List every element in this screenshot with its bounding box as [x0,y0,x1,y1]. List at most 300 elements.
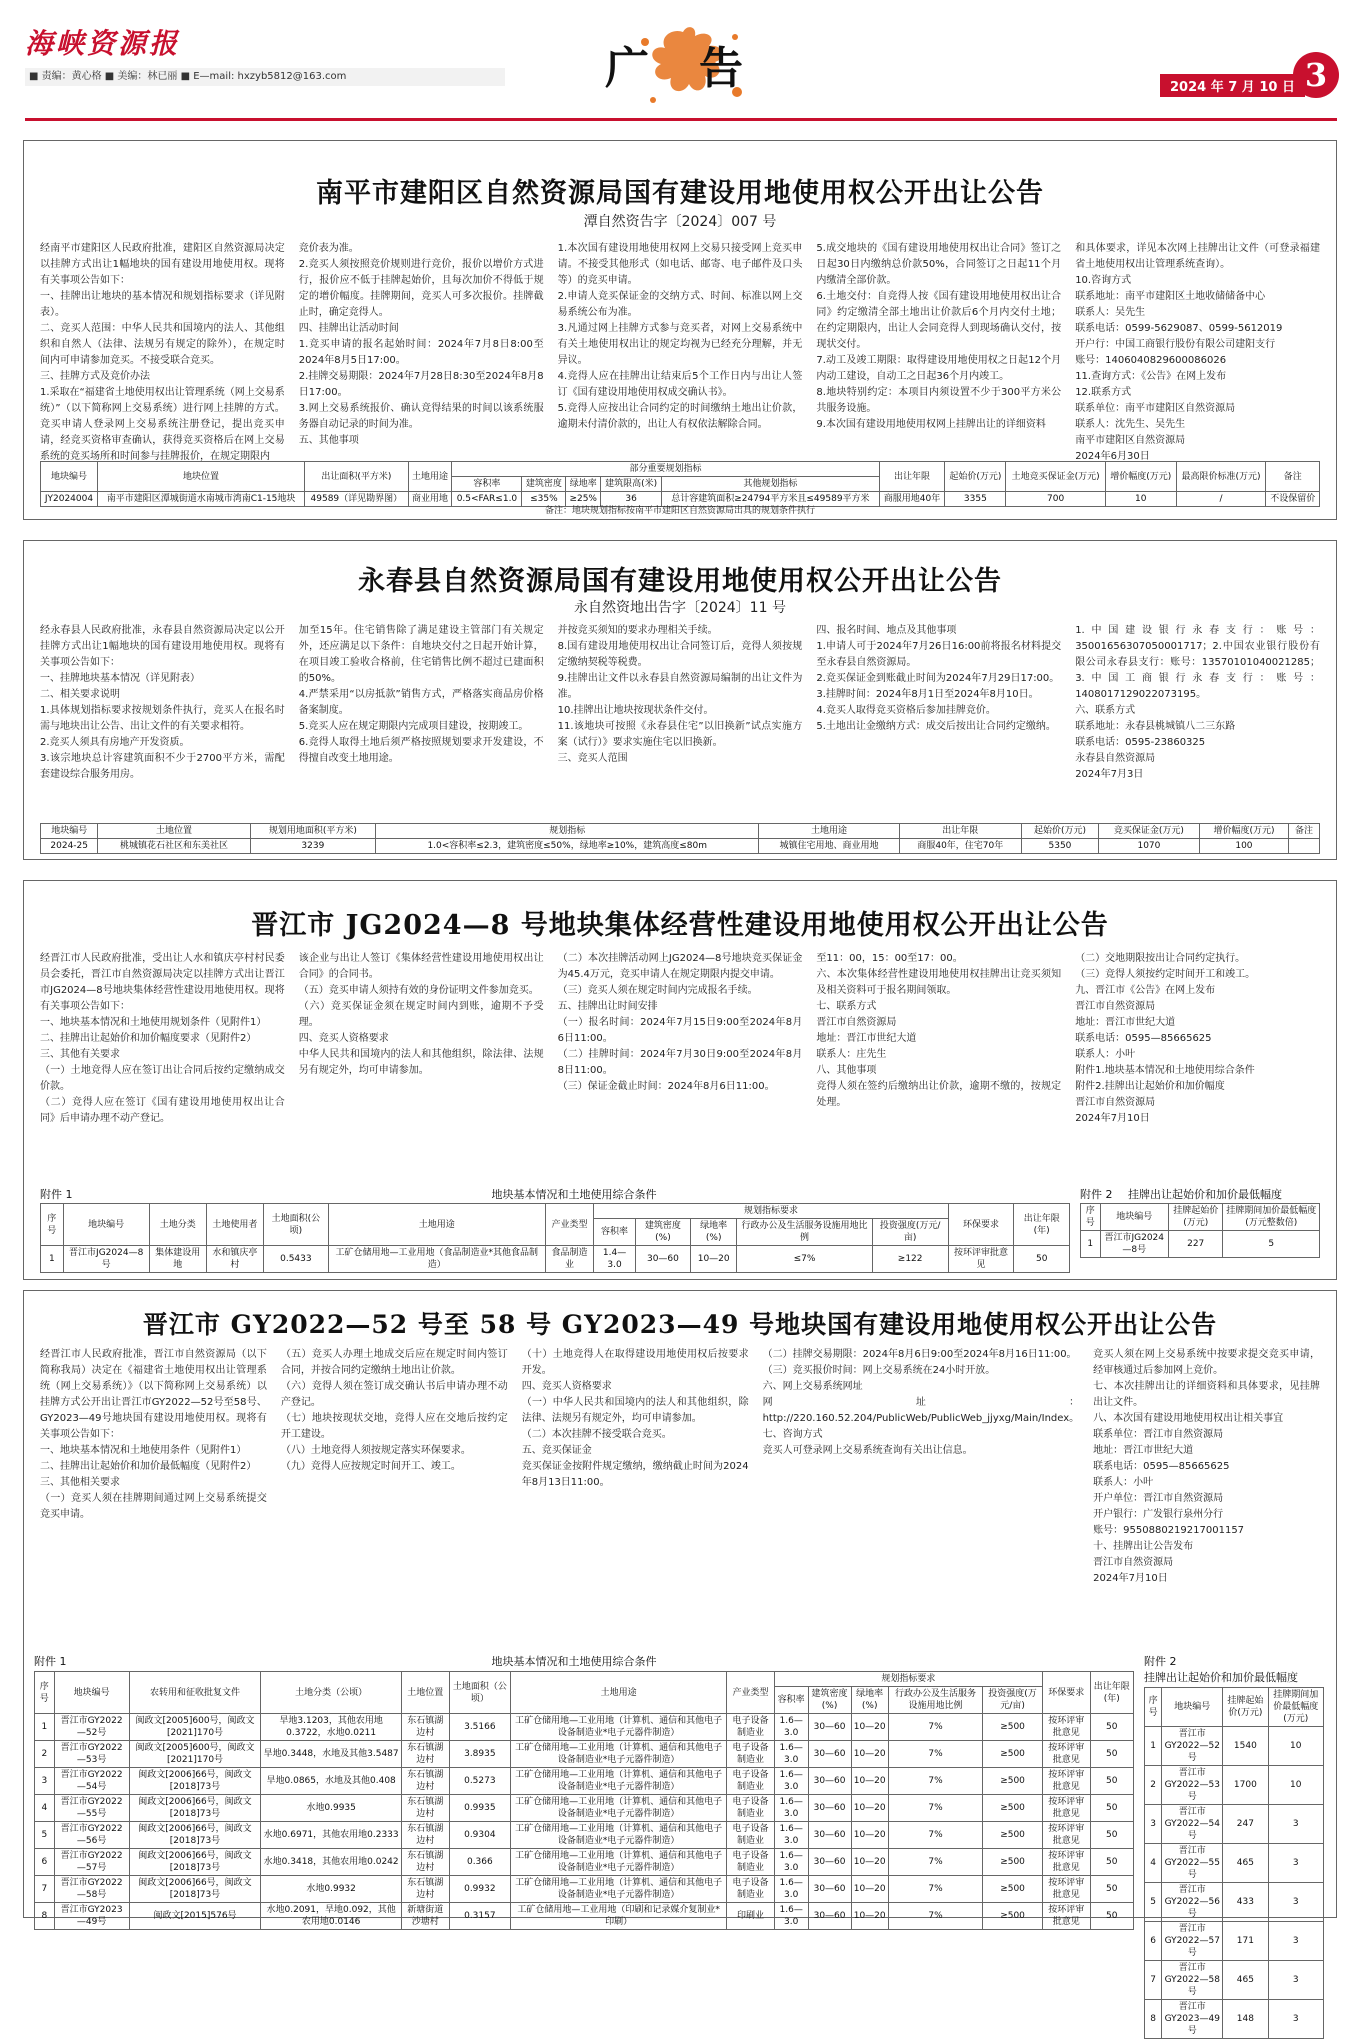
table-cell: 城镇住宅用地、商业用地 [759,839,899,854]
table-cell: ≥25% [566,492,601,507]
table-cell: 按环评审批意见 [1042,1876,1090,1903]
table-cell: 148 [1223,2000,1268,2039]
table-cell: 按环评审批意见 [1042,1795,1090,1822]
paragraph: 1.采取在“福建省土地使用权出让管理系统（网上交易系统）”（以下简称网上交易系统）进行网上挂牌的方式。竞买申请人登录网上交易系统注册登记，提出竞买申请，经竞买资格审查确认，获得竞买资格后在网上交易系统的竞买场所和时间参与挂牌报价，在规定期限内 [40,387,285,462]
newspaper-logo: 海峡资源报 [25,27,181,60]
table-cell: 工矿仓储用地—工业用地（计算机、通信和其他电子设备制造业*电子元器件制造） [511,1822,727,1849]
table-cell: 50 [1090,1714,1133,1741]
table-cell: 1700 [1223,1766,1268,1805]
table-header-cell: 投资强度(万元/亩) [872,1219,948,1246]
table-cell: 50 [1090,1903,1133,1930]
paragraph: 并按竞买须知的要求办理相关手续。 [557,625,718,636]
table-cell: 工矿仓储用地—工业用地（印刷和记录媒介复制业*印刷） [511,1903,727,1930]
table-cell: 晋江市GY2022—55号 [1162,1844,1223,1883]
paragraph: 三、其他有关要求 [40,1049,120,1060]
attachment-label: 附件 2 [1080,1188,1113,1201]
price-table [1080,1203,1320,1258]
text-column [816,951,1061,1179]
table-cell: 36 [601,492,662,507]
table-header-cell: 行政办公及生活服务设施用地比例 [888,1687,982,1714]
paragraph: 联系电话：0595—85665625 [1093,1461,1230,1472]
announcement-nanping [23,140,1337,520]
paragraph: 2.挂牌交易期限：2024年7月28日8:30至2024年8月8日17:00。 [298,371,544,398]
text-column [299,951,544,1179]
table-cell: 2 [1145,1766,1162,1805]
paragraph: （六）竞买保证金须在规定时间内到账，逾期不予受理。 [298,1001,544,1028]
paragraph: 二、竞买人范围：中华人民共和国境内的法人、其他组织和自然人（法律、法规另有规定的除外），在规定时间内可申请参加竞买。不接受联合竞买。 [40,323,285,366]
paragraph: 1.本次国有建设用地使用权网上交易只接受网上竞买申请。不接受其他形式（如电话、邮寄、电子邮件及口头等）的竞买申请。 [557,243,803,286]
table-header-cell: 产业类型 [727,1672,775,1714]
table-cell: 4 [35,1795,55,1822]
table-cell: 1.6—3.0 [774,1714,808,1741]
table-cell: 晋江市GY2023—49号 [54,1903,129,1930]
table-cell: 按环评审批意见 [948,1246,1014,1273]
table-header-cell: 出让年限 [899,824,1021,839]
paragraph: 1.具体规划指标要求按规划条件执行，竞买人在报名时需与地块出让公告、出让文件的有关要求相符。 [40,705,285,732]
table-cell: 100 [1199,839,1288,854]
table-header-cell: 土地分类（公顷） [261,1672,402,1714]
paragraph: 附件1.地块基本情况和土地使用综合条件 [1075,1065,1255,1076]
table-cell: 30—60 [808,1876,851,1903]
table-header-cell: 地块编号 [41,462,98,492]
table-row [1145,1922,1324,1961]
attachment-label: 附件 1 [40,1188,73,1201]
table-cell: 50 [1090,1822,1133,1849]
paragraph: 联系人：小叶 [1075,1049,1136,1060]
table-cell: 商服40年，住宅70年 [899,839,1021,854]
paragraph: 账号：1406040829600086026 [1075,355,1227,366]
table-cell: 工矿仓储用地—工业用地（计算机、通信和其他电子设备制造业*电子元器件制造） [511,1795,727,1822]
text-column [816,623,1061,819]
table-cell: 晋江市GY2022—53号 [1162,1766,1223,1805]
table-header-cell: 挂牌期间加价最低幅度(万元) [1268,1688,1323,1727]
table-cell: 433 [1223,1883,1268,1922]
text-column [299,623,544,819]
paragraph: 3.该宗地块总计容建筑面积不少于2700平方米，需配套建设综合服务用房。 [40,753,285,780]
table-cell: 水和镇庆亭村 [206,1246,263,1273]
table-header-cell: 投资强度(万元/亩) [983,1687,1043,1714]
paragraph: 七、本次挂牌出让的详细资料和具体要求，见挂牌出让文件。 [1093,1381,1321,1408]
table-cell: 6 [35,1849,55,1876]
table-cell: ≤35% [522,492,566,507]
paragraph: 开户单位：晋江市自然资源局 [1093,1493,1224,1504]
table-cell: 1.4—3.0 [594,1246,636,1273]
table-cell: 工矿仓储用地—工业用地（计算机、通信和其他电子设备制造业*电子元器件制造） [511,1849,727,1876]
table-cell: 3355 [945,492,1006,507]
table-cell: 印刷业 [727,1903,775,1930]
table-header-cell: 地块编号 [41,824,98,839]
table-header-cell: 土地面积（公顷） [449,1672,511,1714]
paragraph: 6.竞得人取得土地后须严格按照规划要求开发建设，不得擅自改变土地用途。 [298,737,544,764]
table-header-cell: 竞买保证金(万元) [1098,824,1199,839]
attachment-title: 地块基本情况和土地使用综合条件 [491,1655,657,1668]
table-cell: 食品制造业 [545,1246,594,1273]
table-cell: 晋江市JG2024—8号 [63,1246,149,1273]
paragraph: （八）土地竞得人须按规定落实环保要求。 [280,1445,471,1456]
paragraph: 1.竞买申请的报名起始时间：2024年7月8日8:00至2024年8月5日17:00。 [298,339,544,366]
table-cell: 7 [35,1876,55,1903]
table-cell: 8 [35,1903,55,1930]
paragraph: 10.挂牌出让地块按现状条件交付。 [557,705,714,716]
table-cell: ≥500 [983,1741,1043,1768]
table-cell: 闽政文[2006]66号，闽政文[2018]73号 [129,1822,261,1849]
table-cell: 东石镇湖边村 [401,1795,449,1822]
paragraph: （一）中华人民共和国境内的法人和其他组织，除法律、法规另有规定外，均可申请参加。 [521,1397,749,1424]
table-cell: 7% [888,1741,982,1768]
table-cell: 7% [888,1768,982,1795]
paragraph: 永春县自然资源局 [1075,753,1156,764]
document-number: 永自然资地出告字〔2024〕11 号 [574,600,786,616]
table-cell: 7% [888,1822,982,1849]
table-cell: 30—60 [808,1768,851,1795]
text-column [1075,951,1320,1179]
paragraph: 三、竞买人范围 [557,753,628,764]
table-header-cell: 土地位置 [401,1672,449,1714]
paragraph: 开户行：中国工商银行股份有限公司建阳支行 [1075,339,1276,350]
paragraph: 地址：晋江市世纪大道 [1075,1017,1176,1028]
table-cell: 晋江市GY2022—55号 [54,1795,129,1822]
paragraph: 五、挂牌出让时间安排 [557,1001,658,1012]
table-header-cell: 建筑密度(%) [635,1219,690,1246]
announcement-title: 晋江市 JG2024—8 号地块集体经营性建设用地使用权公开出让公告 [251,910,1109,941]
paragraph: 十、挂牌出让公告发布 [1093,1541,1194,1552]
table-row [1145,1766,1324,1805]
table-cell: 桃城镇花石社区和东美社区 [98,839,250,854]
paragraph: （一）报名时间：2024年7月15日9:00至2024年8月6日11:00。 [557,1017,803,1044]
paragraph: 联系人：沈先生、吴先生 [1075,419,1186,430]
paragraph: 加至15年。住宅销售除了满足建设主管部门有关规定外，还应满足以下条件：自地块交付之日起开始计算，在项目竣工验收合格前，住宅销售比例不超过已建面积的50%。 [298,625,544,684]
table-cell: 新塘街道沙塘村 [401,1903,449,1930]
issue-date: 2024 年 7 月 10 日 [1160,74,1305,97]
table-cell: 5 [1145,1883,1162,1922]
paragraph: （五）竞买申请人须持有效的身份证明文件参加竞买。 [298,985,539,996]
paragraph: 5.成交地块的《国有建设用地使用权出让合同》签订之日起30日内缴纳总价款50%，合同签订之日起11个月内缴清全部价款。 [816,243,1062,286]
table-cell: 电子设备制造业 [727,1876,775,1903]
table-cell: 50 [1014,1246,1070,1273]
table-cell: 3.8935 [449,1741,511,1768]
table-cell: 旱地0.3448，水地及其他3.5487 [261,1741,402,1768]
table-cell: ≥500 [983,1876,1043,1903]
table-cell: 东石镇湖边村 [401,1849,449,1876]
table-cell: 3 [1268,1922,1323,1961]
table-cell: 晋江市GY2023—49号 [1162,2000,1223,2039]
table-header-cell: 土地用途 [511,1672,727,1714]
table-cell: 晋江市GY2022—56号 [54,1822,129,1849]
table-cell: 247 [1223,1805,1268,1844]
table-cell: 工矿仓储用地—工业用地（计算机、通信和其他电子设备制造业*电子元器件制造） [511,1741,727,1768]
table-row [1145,1727,1324,1766]
paragraph: 11.该地块可按照《永春县住宅”以旧换新”试点实施方案（试行）》要求实施住宅以旧换新。 [557,721,803,748]
table-row [35,1768,1134,1795]
table-header-cell: 地块编号 [1162,1688,1223,1727]
attachment-title: 挂牌出让起始价和加价最低幅度 [1128,1188,1282,1201]
table-cell: 商业用地 [408,492,452,507]
table-header-cell: 地块编号 [63,1204,149,1246]
table-cell: / [1176,492,1266,507]
text-column [1093,1347,1320,1647]
table-cell: 按环评审批意见 [1042,1741,1090,1768]
text-column [763,1347,1080,1647]
table-header-cell: 容积率 [452,477,522,492]
body-columns [40,241,1320,462]
text-column [40,623,285,819]
table-cell: 按环评审批意见 [1042,1714,1090,1741]
table-header-cell: 土地面积(公顷) [263,1204,328,1246]
table-cell: 晋江市GY2022—57号 [54,1849,129,1876]
body-columns [40,1347,1320,1647]
paragraph: 2.竞买人须按照竞价规则进行竞价，报价以增价方式进行，报价应不低于挂牌起始价，且每次加价不得低于规定的增价幅度。挂牌期间，竞买人可多次报价。挂牌截止时，确定竞得人。 [298,259,544,318]
land-parcel-table [34,1671,1134,1930]
table-cell: ≥500 [983,1714,1043,1741]
paragraph: 6.土地交付：自竞得人按《国有建设用地使用权出让合同》约定缴清全部土地出让价款后6个月内交付土地；在约定期限内，出让人会同竞得人到现场确认交付，按现状交付。 [816,291,1062,350]
table-cell: 1 [35,1714,55,1741]
table-row [41,839,1320,854]
table-cell: 旱地0.0865，水地及其他0.408 [261,1768,402,1795]
table-cell: 5350 [1022,839,1099,854]
table-header-cell: 土地用途 [759,824,899,839]
table-cell: 电子设备制造业 [727,1714,775,1741]
table-header-cell: 容积率 [774,1687,808,1714]
paragraph: 8.国有建设用地使用权出让合同签订后，竞得人须按规定缴纳契税等税费。 [557,641,803,668]
paragraph: 账号：9550880219217001157 [1093,1525,1245,1536]
table-cell: 按环评审批意见 [1042,1903,1090,1930]
table-cell: 1 [1081,1231,1101,1258]
table-cell: 水地0.3418，其他农用地0.0242 [261,1849,402,1876]
paragraph: 八、其他事项 [816,1065,877,1076]
table-cell: 10 [1268,1766,1323,1805]
table-cell: 30—60 [808,1714,851,1741]
paragraph: 联系地址：永春县桃城镇八二三东路 [1075,721,1236,732]
paragraph: 中华人民共和国境内的法人和其他组织，除法律、法规另有规定外，均可申请参加。 [298,1049,544,1076]
paragraph: 四、竞买人资格要求 [521,1381,612,1392]
table-header-cell: 地块编号 [1100,1204,1168,1231]
table-cell: 10—20 [851,1741,888,1768]
paragraph: （一）土地竞得人应在签订出让合同后按约定缴纳成交价款。 [40,1065,285,1092]
table-header-cell: 绿地率 [566,477,601,492]
table-row [1081,1231,1320,1258]
table-cell: 2024-25 [41,839,98,854]
table-cell: 465 [1223,1844,1268,1883]
text-column [558,623,803,819]
table-cell: 10—20 [690,1246,736,1273]
announcement-jinjiang-jg [23,880,1337,1280]
table-cell: 闽政文[2005]600号，闽政文[2021]170号 [129,1741,261,1768]
table-row [35,1849,1134,1876]
table-header-cell: 地块位置 [97,462,304,492]
table-cell: 30—60 [808,1903,851,1930]
paragraph: 7.动工及竣工期限：取得建设用地使用权之日起12个月内动工建设，自动工之日起36个月内竣工。 [816,355,1062,382]
table-cell: ≥122 [872,1246,948,1273]
paragraph: 四、报名时间、地点及其他事项 [816,625,957,636]
table-cell: 227 [1168,1231,1222,1258]
table-cell: ≥500 [983,1849,1043,1876]
paragraph: （二）本次挂牌活动网上JG2024—8号地块竞买保证金为45.4万元，竞买申请人在规定期限内提交申请。 [557,953,803,980]
paragraph: 附件2.挂牌出让起始价和加价幅度 [1075,1081,1225,1092]
paragraph: 六、联系方式 [1075,705,1136,716]
paragraph: 开户银行：广发银行泉州分行 [1093,1509,1224,1520]
table-cell: 1.6—3.0 [774,1876,808,1903]
table-cell: 0.9935 [449,1795,511,1822]
paragraph: （三）竞买人须在规定时间内完成报名手续。 [557,985,758,996]
paragraph: 该企业与出让人签订《集体经营性建设用地使用权出让合同》的合同书。 [298,953,544,980]
table-cell: 50 [1090,1876,1133,1903]
table-header-cell: 绿地率(%) [690,1219,736,1246]
table-cell: 电子设备制造业 [727,1822,775,1849]
land-parcel-table [40,823,1320,854]
table-row [1145,1883,1324,1922]
paragraph: 联系人：吴先生 [1075,307,1146,318]
table-cell: 10—20 [851,1876,888,1903]
table-row [41,1204,1070,1219]
paragraph: 晋江市自然资源局 [1075,1001,1156,1012]
table-cell: 商服用地40年 [879,492,945,507]
table-cell: 171 [1223,1922,1268,1961]
table-cell: ≥500 [983,1768,1043,1795]
table-cell: 1 [41,1246,64,1273]
paragraph: 五、其他事项 [298,435,359,446]
table-cell: 闽政文[2006]66号，闽政文[2018]73号 [129,1795,261,1822]
table-header-cell: 土地竞买保证金(万元) [1006,462,1106,492]
table-row [35,1903,1134,1930]
announcement-title: 晋江市 GY2022—52 号至 58 号 GY2023—49 号地块国有建设用地使用权公开出让公告 [142,1310,1218,1339]
table-row [1145,2000,1324,2039]
paragraph: 4.严禁采用“以房抵款”销售方式，严格落实商品房价格备案制度。 [298,689,544,716]
paragraph: 二、挂牌出让起始价和加价幅度要求（见附件2） [40,1033,257,1044]
table-note: 备注：地块规划指标按南平市建阳区自然资源局出具的规划条件执行 [544,506,815,516]
table-cell: 7% [888,1876,982,1903]
paragraph: 晋江市自然资源局 [1093,1557,1174,1568]
table-header-cell: 备注 [1266,462,1320,492]
table-header-cell: 环保要求 [948,1204,1014,1246]
paragraph: 竞得人须在签约后缴纳出让价款，逾期不缴的，按规定处理。 [816,1081,1062,1108]
table-cell: 0.5<FAR≤1.0 [452,492,522,507]
table-cell: 1.6—3.0 [774,1903,808,1930]
table-cell: 3 [35,1768,55,1795]
table-cell: 6 [1145,1922,1162,1961]
table-cell: 7% [888,1714,982,1741]
paragraph: 联系人：小叶 [1093,1477,1154,1488]
paragraph: （五）竞买人办理土地成交后应在规定时间内签订合同，并按合同约定缴纳土地出让价款。 [280,1349,508,1376]
table-header-cell: 增价幅度(万元) [1105,462,1176,492]
table-cell: 电子设备制造业 [727,1741,775,1768]
table-cell: ≥500 [983,1822,1043,1849]
table-cell: ≥500 [983,1903,1043,1930]
paragraph: 三、挂牌方式及竞价办法 [40,371,150,382]
text-column [40,1347,267,1647]
paragraph: 七、联系方式 [816,1001,877,1012]
paragraph: 1.中国建设银行永春支行：账号：35001656307050001717；2.中国农业银行股份有限公司永春县支行：账号：13570101040021285；3.中国工商银行永春支行：账号：1408017129022073195。 [1075,625,1320,700]
paragraph: 经晋江市人民政府批准，晋江市自然资源局（以下简称我局）决定在《福建省土地使用权出让管理系统（网上交易系统）》（以下简称网上交易系统）以挂牌方式公开出让晋江市GY2022—52号至58号、GY2023—49号地块国有建设用地使用权。现将有关事项公告如下： [40,1349,267,1440]
table-cell: 30—60 [808,1822,851,1849]
table-cell: 1540 [1223,1727,1268,1766]
table-header-cell: 容积率 [594,1219,636,1246]
paragraph: 联系人：庄先生 [816,1049,887,1060]
paragraph: 12.联系方式 [1075,387,1132,398]
table-row [41,824,1320,839]
paragraph: 经南平市建阳区人民政府批准，建阳区自然资源局决定以挂牌方式出让1幅地块的国有建设用地使用权。现将有关事项公告如下： [40,243,285,286]
paragraph: 八、本次国有建设用地使用权出让相关事宜 [1093,1413,1284,1424]
paragraph: 2.竞买人须具有房地产开发资质。 [40,737,190,748]
table-row [1145,1961,1324,2000]
table-cell: 东石镇湖边村 [401,1741,449,1768]
table-cell: 5 [35,1822,55,1849]
paragraph: （二）本次挂牌不接受联合竞买。 [521,1429,672,1440]
table-cell: 10—20 [851,1768,888,1795]
table-cell: ≥500 [983,1795,1043,1822]
paragraph: 10.咨询方式 [1075,275,1132,286]
table-cell: 闽政文[2006]66号，闽政文[2018]73号 [129,1768,261,1795]
table-header-cell: 备注 [1288,824,1319,839]
table-cell: 1.6—3.0 [774,1741,808,1768]
paragraph: 经永春县人民政府批准，永春县自然资源局决定以公开挂牌方式出让1幅地块的国有建设用地使用权。现将有关事项公告如下： [40,625,285,668]
table-header-cell: 出让年限(年) [1014,1204,1070,1246]
table-header-cell: 土地用途 [408,462,452,492]
table-cell: 10—20 [851,1822,888,1849]
table-cell: 闽政文[2015]576号 [129,1903,261,1930]
table-cell: 电子设备制造业 [727,1795,775,1822]
table-cell: 南平市建阳区潭城街道水南城市湾南C1-15地块 [97,492,304,507]
table-cell: 工矿仓储用地—工业用地（计算机、通信和其他电子设备制造业*电子元器件制造） [511,1876,727,1903]
table-cell: 晋江市JG2024—8号 [1100,1231,1168,1258]
paragraph: 联系单位：南平市建阳区自然资源局 [1075,403,1236,414]
table-cell: 3239 [250,839,375,854]
table-header-cell: 建筑限高(米) [601,477,662,492]
table-cell: 水地0.6971，其他农用地0.2333 [261,1822,402,1849]
table-cell: 7 [1145,1961,1162,2000]
table-cell: 电子设备制造业 [727,1849,775,1876]
text-column [522,1347,749,1647]
table-row [41,462,1320,477]
table-cell: 水地0.2091，旱地0.092，其他农用地0.0146 [261,1903,402,1930]
table-cell: 3 [1268,1883,1323,1922]
table-row [1081,1204,1320,1231]
paragraph: （六）竞得人须在签订成交确认书后申请办理不动产登记。 [280,1381,508,1408]
table-cell: 0.9932 [449,1876,511,1903]
paragraph: 联系地址：南平市建阳区土地收储储备中心 [1075,291,1266,302]
paragraph: 一、挂牌地块基本情况（详见附表） [40,673,200,684]
text-column [1075,241,1320,462]
table-cell: 0.5433 [263,1246,328,1273]
table-cell: 700 [1006,492,1106,507]
table-header-cell: 出让面积(平方米) [305,462,408,492]
table-cell: 东石镇湖边村 [401,1876,449,1903]
table-header-cell: 出让年限(年) [1090,1672,1133,1714]
text-column [40,951,285,1179]
attachment-title: 挂牌出让起始价和加价最低幅度 [1144,1671,1298,1684]
table-cell: 总计容建筑面积≥24794平方米且≤49589平方米 [662,492,880,507]
table-header-cell: 行政办公及生活服务设施用地比例 [737,1219,872,1246]
paragraph: （三）竞得人须按约定时间开工和竣工。 [1075,969,1256,980]
table-cell: 50 [1090,1795,1133,1822]
table-cell: 东石镇湖边村 [401,1822,449,1849]
paragraph: 六、本次集体经营性建设用地使用权挂牌出让竞买须知及相关资料可于报名期间领取。 [816,969,1062,996]
table-cell: 0.9304 [449,1822,511,1849]
table-cell: ≤7% [737,1246,872,1273]
table-cell: 7% [888,1903,982,1930]
paragraph: 联系电话：0595-23860325 [1075,737,1206,748]
table-cell: 465 [1223,1961,1268,2000]
paragraph: 晋江市自然资源局 [816,1017,897,1028]
paragraph: 4.竞买人取得竞买资格后参加挂牌竞价。 [816,705,996,716]
body-columns [40,951,1320,1179]
table-cell: 50 [1090,1768,1133,1795]
paragraph: 2.申请人竞买保证金的交纳方式、时间、标准以网上交易系统公布为准。 [557,291,803,318]
table-header-cell: 土地分类 [149,1204,206,1246]
table-cell: 3 [1268,2000,1323,2039]
table-cell: 2 [35,1741,55,1768]
table-cell: 0.3157 [449,1903,511,1930]
table-cell: 不设保留价 [1266,492,1320,507]
